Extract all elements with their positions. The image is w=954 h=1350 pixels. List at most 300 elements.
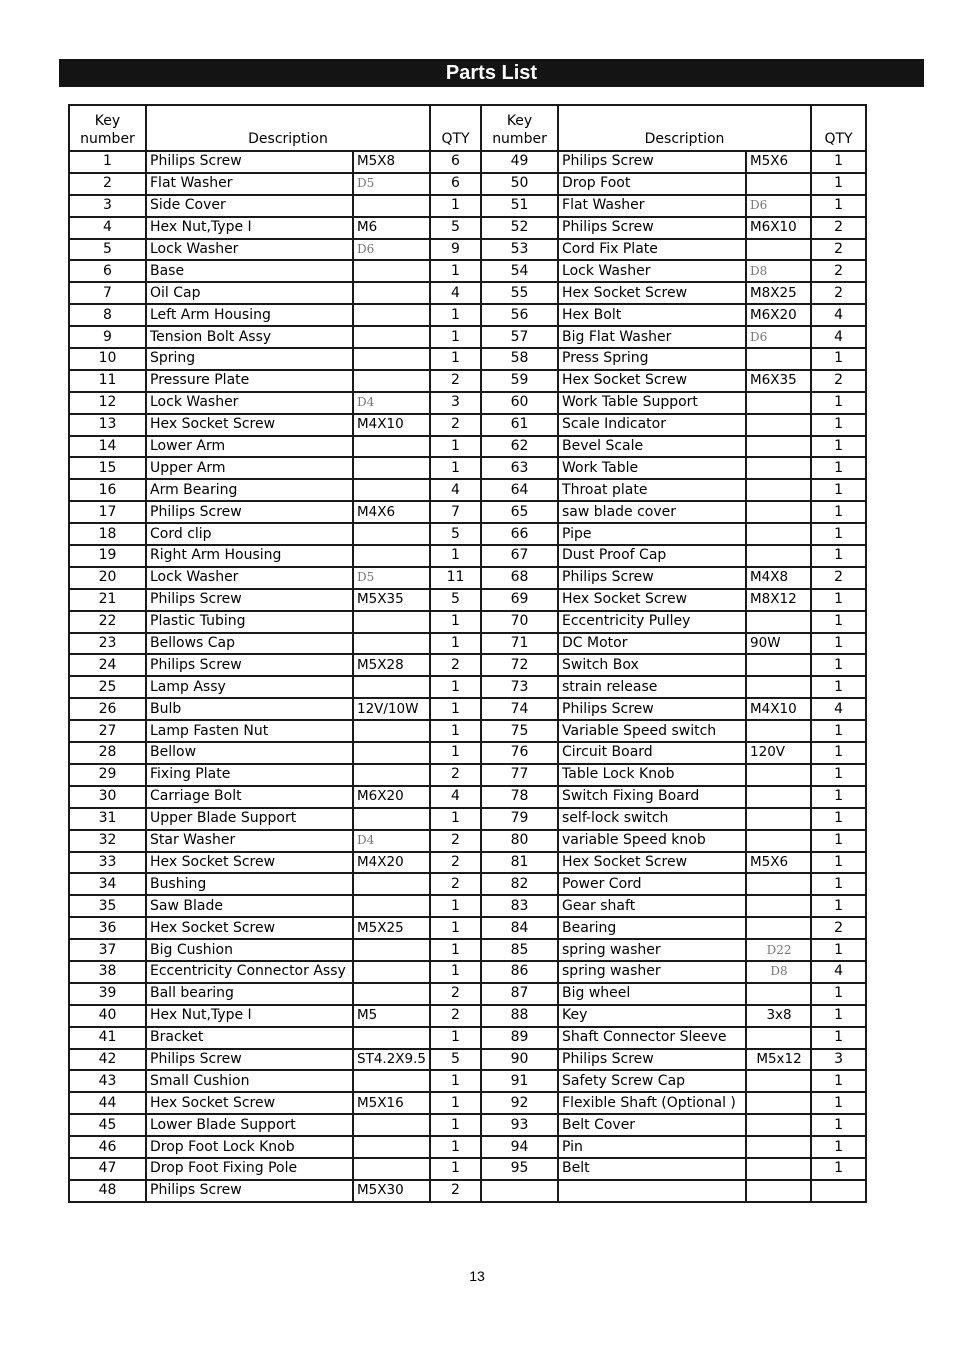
right-quantity-cell: 2 [811,260,866,282]
left-quantity-cell: 4 [430,786,481,808]
table-row [69,654,866,676]
left-key-number-cell: 45 [69,1114,146,1136]
right-key-number-cell: 59 [481,370,558,392]
left-quantity-cell: 1 [430,742,481,764]
left-specification-cell: M6X20 [353,786,430,808]
right-description-cell: Hex Socket Screw [558,589,746,611]
table-row [69,1158,866,1180]
table-row [69,501,866,523]
right-key-number-cell: 81 [481,852,558,874]
left-key-number-cell: 2 [69,173,146,195]
left-quantity-cell: 2 [430,764,481,786]
header-qty-right: QTY [811,105,866,151]
left-quantity-cell: 2 [430,873,481,895]
header-key-line1: Key [94,113,121,129]
left-specification-cell [353,1070,430,1092]
right-quantity-cell: 4 [811,698,866,720]
right-specification-cell: 3x8 [746,1005,811,1027]
right-quantity-cell: 2 [811,239,866,261]
right-description-cell: Bevel Scale [558,436,746,458]
right-key-number-cell: 94 [481,1136,558,1158]
left-description-cell: Pressure Plate [146,370,353,392]
left-key-number-cell: 5 [69,239,146,261]
left-quantity-cell: 1 [430,895,481,917]
right-key-number-cell: 74 [481,698,558,720]
right-quantity-cell: 4 [811,326,866,348]
left-description-cell: Hex Socket Screw [146,852,353,874]
left-quantity-cell: 1 [430,676,481,698]
left-quantity-cell: 1 [430,1114,481,1136]
right-description-cell: Philips Screw [558,1049,746,1071]
left-key-number-cell: 15 [69,457,146,479]
right-key-number-cell: 86 [481,961,558,983]
table-row [69,392,866,414]
left-specification-cell [353,326,430,348]
left-description-cell: Saw Blade [146,895,353,917]
left-description-cell: Upper Blade Support [146,808,353,830]
table-row [69,1114,866,1136]
left-quantity-cell: 1 [430,348,481,370]
right-description-cell: Switch Box [558,654,746,676]
left-specification-cell [353,1027,430,1049]
right-specification-cell [746,654,811,676]
right-key-number-cell: 85 [481,939,558,961]
left-quantity-cell: 1 [430,1158,481,1180]
right-quantity-cell: 1 [811,786,866,808]
left-quantity-cell: 1 [430,939,481,961]
left-description-cell: Drop Foot Fixing Pole [146,1158,353,1180]
left-key-number-cell: 24 [69,654,146,676]
right-key-number-cell: 58 [481,348,558,370]
left-specification-cell: D6 [353,239,430,261]
table-row [69,1136,866,1158]
right-key-number-cell: 71 [481,633,558,655]
right-specification-cell [746,720,811,742]
left-key-number-cell: 13 [69,414,146,436]
left-key-number-cell: 22 [69,611,146,633]
header-key-number-right [481,105,558,151]
left-description-cell: Philips Screw [146,1180,353,1202]
right-specification-cell [746,392,811,414]
left-description-cell: Upper Arm [146,457,353,479]
right-key-number-cell [481,1180,558,1202]
left-quantity-cell: 1 [430,1070,481,1092]
table-row [69,173,866,195]
left-description-cell: Hex Socket Screw [146,414,353,436]
left-quantity-cell: 1 [430,260,481,282]
table-row [69,830,866,852]
right-key-number-cell: 51 [481,195,558,217]
left-description-cell: Philips Screw [146,589,353,611]
table-row [69,282,866,304]
left-key-number-cell: 23 [69,633,146,655]
right-specification-cell: 90W [746,633,811,655]
right-quantity-cell: 1 [811,1136,866,1158]
left-description-cell: Right Arm Housing [146,545,353,567]
right-specification-cell [746,414,811,436]
left-quantity-cell: 1 [430,633,481,655]
right-quantity-cell: 1 [811,173,866,195]
right-key-number-cell: 83 [481,895,558,917]
left-specification-cell: M5X16 [353,1092,430,1114]
right-quantity-cell: 1 [811,808,866,830]
right-key-number-cell: 63 [481,457,558,479]
table-row [69,348,866,370]
table-row [69,961,866,983]
right-key-number-cell: 87 [481,983,558,1005]
left-quantity-cell: 1 [430,326,481,348]
right-quantity-cell: 1 [811,479,866,501]
left-key-number-cell: 29 [69,764,146,786]
left-description-cell: Lock Washer [146,239,353,261]
right-specification-cell: D6 [746,195,811,217]
left-quantity-cell: 2 [430,414,481,436]
left-key-number-cell: 43 [69,1070,146,1092]
left-description-cell: Cord clip [146,523,353,545]
right-description-cell: Big wheel [558,983,746,1005]
right-key-number-cell: 52 [481,217,558,239]
left-quantity-cell: 1 [430,611,481,633]
right-specification-cell: M5X6 [746,151,811,173]
right-specification-cell [746,523,811,545]
right-description-cell: DC Motor [558,633,746,655]
right-specification-cell [746,676,811,698]
right-specification-cell: D8 [746,260,811,282]
right-quantity-cell: 1 [811,436,866,458]
right-key-number-cell: 93 [481,1114,558,1136]
left-specification-cell [353,961,430,983]
left-quantity-cell: 7 [430,501,481,523]
table-row [69,523,866,545]
left-specification-cell: D4 [353,392,430,414]
right-key-number-cell: 82 [481,873,558,895]
table-row [69,151,866,173]
left-quantity-cell: 1 [430,304,481,326]
table-row [69,786,866,808]
left-description-cell: Bellows Cap [146,633,353,655]
header-description-left: Description [146,105,430,151]
right-description-cell: Hex Socket Screw [558,852,746,874]
left-specification-cell: M5X28 [353,654,430,676]
right-quantity-cell: 1 [811,195,866,217]
right-quantity-cell: 1 [811,852,866,874]
right-key-number-cell: 88 [481,1005,558,1027]
right-description-cell: strain release [558,676,746,698]
table-row [69,1027,866,1049]
table-row [69,633,866,655]
page-number: 13 [469,1268,485,1284]
left-quantity-cell: 1 [430,195,481,217]
right-key-number-cell: 70 [481,611,558,633]
table-row [69,239,866,261]
right-specification-cell: 120V [746,742,811,764]
table-row [69,611,866,633]
right-specification-cell [746,764,811,786]
left-specification-cell [353,895,430,917]
table-row [69,917,866,939]
right-key-number-cell: 92 [481,1092,558,1114]
left-quantity-cell: 2 [430,830,481,852]
left-quantity-cell: 1 [430,545,481,567]
left-key-number-cell: 16 [69,479,146,501]
right-description-cell [558,1180,746,1202]
page-title: Parts List [59,59,924,87]
right-quantity-cell: 2 [811,370,866,392]
left-key-number-cell: 38 [69,961,146,983]
right-key-number-cell: 57 [481,326,558,348]
table-row [69,764,866,786]
left-specification-cell: D5 [353,567,430,589]
left-description-cell: Carriage Bolt [146,786,353,808]
left-specification-cell [353,676,430,698]
right-description-cell: Philips Screw [558,217,746,239]
right-specification-cell: M6X20 [746,304,811,326]
left-key-number-cell: 42 [69,1049,146,1071]
left-description-cell: Bellow [146,742,353,764]
right-key-number-cell: 67 [481,545,558,567]
left-description-cell: Lock Washer [146,567,353,589]
left-key-number-cell: 12 [69,392,146,414]
right-quantity-cell: 2 [811,282,866,304]
left-specification-cell [353,873,430,895]
left-specification-cell [353,764,430,786]
left-key-number-cell: 40 [69,1005,146,1027]
right-specification-cell [746,457,811,479]
right-key-number-cell: 95 [481,1158,558,1180]
table-row [69,260,866,282]
left-specification-cell [353,260,430,282]
left-key-number-cell: 25 [69,676,146,698]
right-description-cell: Philips Screw [558,567,746,589]
table-row [69,304,866,326]
right-quantity-cell: 1 [811,830,866,852]
left-specification-cell [353,523,430,545]
left-description-cell: Hex Nut,Type I [146,217,353,239]
left-key-number-cell: 46 [69,1136,146,1158]
left-description-cell: Plastic Tubing [146,611,353,633]
table-row [69,939,866,961]
right-key-number-cell: 69 [481,589,558,611]
right-specification-cell [746,895,811,917]
left-key-number-cell: 32 [69,830,146,852]
right-key-number-cell: 80 [481,830,558,852]
left-description-cell: Hex Nut,Type I [146,1005,353,1027]
header-key-line1: Key [506,113,533,129]
left-quantity-cell: 2 [430,1005,481,1027]
left-key-number-cell: 44 [69,1092,146,1114]
left-specification-cell [353,348,430,370]
left-description-cell: Lower Arm [146,436,353,458]
left-specification-cell: M4X10 [353,414,430,436]
right-description-cell: Cord Fix Plate [558,239,746,261]
left-quantity-cell: 1 [430,961,481,983]
table-row [69,436,866,458]
table-row [69,983,866,1005]
left-specification-cell: M6 [353,217,430,239]
right-specification-cell: M4X10 [746,698,811,720]
left-description-cell: Small Cushion [146,1070,353,1092]
left-quantity-cell: 11 [430,567,481,589]
right-quantity-cell: 1 [811,348,866,370]
left-key-number-cell: 20 [69,567,146,589]
left-key-number-cell: 35 [69,895,146,917]
header-qty-left: QTY [430,105,481,151]
right-quantity-cell: 1 [811,611,866,633]
right-quantity-cell: 1 [811,1114,866,1136]
left-description-cell: Bracket [146,1027,353,1049]
right-key-number-cell: 79 [481,808,558,830]
left-quantity-cell: 1 [430,457,481,479]
left-specification-cell [353,939,430,961]
left-key-number-cell: 7 [69,282,146,304]
right-quantity-cell: 1 [811,720,866,742]
table-row [69,1180,866,1202]
left-specification-cell [353,1114,430,1136]
right-key-number-cell: 55 [481,282,558,304]
left-quantity-cell: 5 [430,523,481,545]
right-specification-cell [746,436,811,458]
parts-table-body [69,151,866,1202]
left-quantity-cell: 3 [430,392,481,414]
right-quantity-cell: 1 [811,764,866,786]
left-specification-cell [353,742,430,764]
left-quantity-cell: 5 [430,217,481,239]
right-description-cell: Philips Screw [558,151,746,173]
right-quantity-cell: 1 [811,873,866,895]
right-key-number-cell: 78 [481,786,558,808]
left-description-cell: Lock Washer [146,392,353,414]
left-quantity-cell: 4 [430,479,481,501]
left-key-number-cell: 30 [69,786,146,808]
right-key-number-cell: 60 [481,392,558,414]
right-description-cell: Dust Proof Cap [558,545,746,567]
right-quantity-cell: 1 [811,676,866,698]
left-quantity-cell: 1 [430,1092,481,1114]
table-row [69,1005,866,1027]
right-description-cell: Switch Fixing Board [558,786,746,808]
table-row [69,567,866,589]
header-description-right: Description [558,105,811,151]
left-key-number-cell: 18 [69,523,146,545]
left-key-number-cell: 1 [69,151,146,173]
right-specification-cell [746,873,811,895]
right-specification-cell [746,1070,811,1092]
right-quantity-cell: 1 [811,939,866,961]
left-key-number-cell: 47 [69,1158,146,1180]
table-row [69,195,866,217]
left-description-cell: Spring [146,348,353,370]
left-specification-cell: 12V/10W [353,698,430,720]
left-description-cell: Star Washer [146,830,353,852]
right-key-number-cell: 91 [481,1070,558,1092]
left-quantity-cell: 5 [430,589,481,611]
right-quantity-cell: 1 [811,1070,866,1092]
right-quantity-cell: 1 [811,895,866,917]
left-quantity-cell: 2 [430,654,481,676]
table-row [69,852,866,874]
left-description-cell: Hex Socket Screw [146,1092,353,1114]
right-quantity-cell: 1 [811,633,866,655]
right-key-number-cell: 75 [481,720,558,742]
left-description-cell: Side Cover [146,195,353,217]
left-key-number-cell: 39 [69,983,146,1005]
right-quantity-cell: 4 [811,304,866,326]
right-description-cell: Safety Screw Cap [558,1070,746,1092]
left-description-cell: Big Cushion [146,939,353,961]
right-description-cell: Hex Socket Screw [558,370,746,392]
left-key-number-cell: 4 [69,217,146,239]
left-quantity-cell: 1 [430,1136,481,1158]
left-key-number-cell: 37 [69,939,146,961]
right-specification-cell: M6X35 [746,370,811,392]
right-specification-cell: M8X25 [746,282,811,304]
table-row [69,698,866,720]
right-key-number-cell: 50 [481,173,558,195]
table-row [69,1092,866,1114]
left-key-number-cell: 26 [69,698,146,720]
left-description-cell: Fixing Plate [146,764,353,786]
parts-list-table [68,104,867,1203]
right-specification-cell [746,830,811,852]
right-key-number-cell: 53 [481,239,558,261]
right-quantity-cell: 1 [811,1027,866,1049]
right-key-number-cell: 84 [481,917,558,939]
right-key-number-cell: 65 [481,501,558,523]
right-description-cell: Work Table [558,457,746,479]
right-specification-cell [746,1136,811,1158]
left-description-cell: Tension Bolt Assy [146,326,353,348]
right-key-number-cell: 64 [481,479,558,501]
right-specification-cell [746,1158,811,1180]
left-key-number-cell: 14 [69,436,146,458]
left-description-cell: Philips Screw [146,654,353,676]
left-specification-cell [353,195,430,217]
right-key-number-cell: 66 [481,523,558,545]
left-description-cell: Ball bearing [146,983,353,1005]
left-quantity-cell: 4 [430,282,481,304]
left-specification-cell [353,611,430,633]
table-row [69,589,866,611]
right-quantity-cell: 1 [811,501,866,523]
right-specification-cell [746,1114,811,1136]
right-quantity-cell: 1 [811,392,866,414]
right-description-cell: Table Lock Knob [558,764,746,786]
right-specification-cell [746,545,811,567]
right-description-cell: Circuit Board [558,742,746,764]
table-row [69,414,866,436]
right-specification-cell: M5X6 [746,852,811,874]
left-quantity-cell: 1 [430,1027,481,1049]
right-description-cell: Pin [558,1136,746,1158]
left-description-cell: Lower Blade Support [146,1114,353,1136]
left-quantity-cell: 6 [430,151,481,173]
right-description-cell: Eccentricity Pulley [558,611,746,633]
right-quantity-cell: 1 [811,1158,866,1180]
right-key-number-cell: 61 [481,414,558,436]
right-quantity-cell: 1 [811,983,866,1005]
right-specification-cell: M4X8 [746,567,811,589]
left-key-number-cell: 10 [69,348,146,370]
right-description-cell: self-lock switch [558,808,746,830]
right-specification-cell: M5x12 [746,1049,811,1071]
right-quantity-cell: 1 [811,545,866,567]
table-row [69,217,866,239]
left-description-cell: Eccentricity Connector Assy [146,961,353,983]
right-key-number-cell: 76 [481,742,558,764]
left-key-number-cell: 33 [69,852,146,874]
table-row [69,370,866,392]
left-quantity-cell: 9 [430,239,481,261]
